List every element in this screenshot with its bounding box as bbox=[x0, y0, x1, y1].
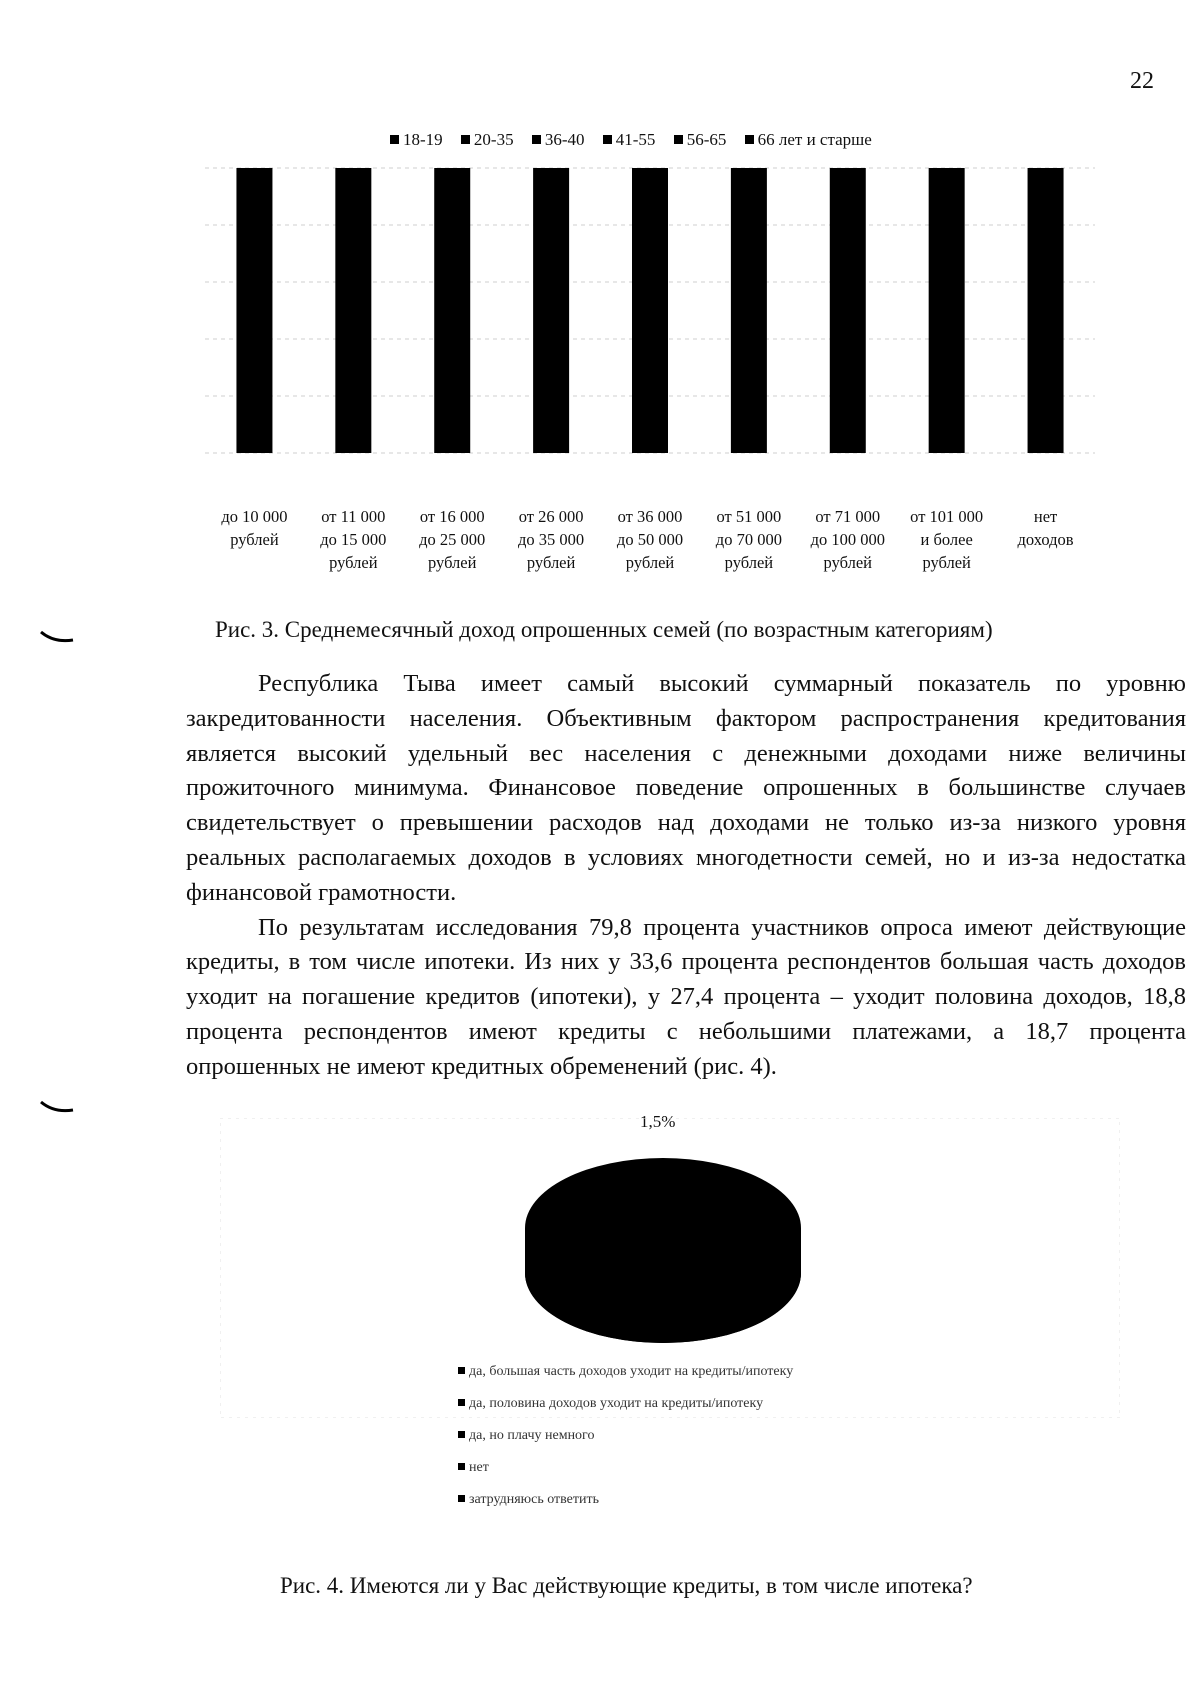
legend-label: да, половина доходов уходит на кредиты/ипотеку bbox=[469, 1396, 764, 1411]
category-label-line: до 100 000 bbox=[810, 530, 885, 549]
category-label-line: и более bbox=[920, 530, 973, 549]
category-label bbox=[600, 505, 700, 574]
category-label-line: от 16 000 bbox=[419, 507, 485, 526]
category-label bbox=[303, 505, 403, 574]
legend-swatch bbox=[458, 1399, 465, 1406]
category-label-line: рублей bbox=[724, 553, 774, 572]
category-label-line: до 70 000 bbox=[715, 530, 782, 549]
bar bbox=[1028, 168, 1064, 453]
paragraph: По результатам исследования 79,8 процента участников опроса имеют действующие кредиты, в том числе ипотеки. Из них у 33,6 процента респондентов большая часть доходов уходит на погашение кредитов (ипотеки), у 27,4 процента – уходит половина доходов, 18,8 процента респондентов имеют кредиты с небольшими платежами, а 18,7 процента опрошенных не имеют кредитных обременений (рис. 4). bbox=[186, 913, 1186, 1080]
category-label-line: рублей bbox=[625, 553, 675, 572]
category-label-line: до 35 000 bbox=[518, 530, 585, 549]
legend-item bbox=[458, 1396, 793, 1428]
body-text bbox=[186, 667, 1186, 1085]
legend-swatch bbox=[458, 1495, 465, 1502]
figure4-caption: Рис. 4. Имеются ли у Вас действующие кредиты, в том числе ипотека? bbox=[280, 1573, 973, 1598]
bar bbox=[929, 168, 965, 453]
bar bbox=[731, 168, 767, 453]
figure4-legend bbox=[458, 1364, 793, 1524]
category-label bbox=[798, 505, 898, 574]
figure3-caption: Рис. 3. Среднемесячный доход опрошенных семей (по возрастным категориям) bbox=[215, 617, 993, 642]
bar bbox=[236, 168, 272, 453]
legend-swatch bbox=[458, 1431, 465, 1438]
bar bbox=[533, 168, 569, 453]
category-label-line: до 25 000 bbox=[419, 530, 486, 549]
category-label-line: от 26 000 bbox=[518, 507, 584, 526]
legend-label: 36-40 bbox=[544, 130, 585, 149]
page-number: 22 bbox=[1130, 68, 1154, 94]
category-label-line: рублей bbox=[526, 553, 576, 572]
paragraph: Республика Тыва имеет самый высокий суммарный показатель по уровню закредитованности населения. Объективным фактором распространения кредитования является высокий удельный вес населения с денежными доходами ниже величины прожиточного минимума. Финансовое поведение опрошенных в большинстве случаев свидетельствует о превышении расходов над доходами не только из-за низкого уровня реальных располагаемых доходов в условиях многодетности семей, но и из-за недостатка финансовой грамотности. bbox=[186, 670, 1186, 906]
category-label-line: доходов bbox=[1017, 530, 1074, 549]
category-label-line: от 11 000 bbox=[321, 507, 386, 526]
legend-item bbox=[458, 1460, 793, 1492]
margin-mark bbox=[40, 630, 74, 644]
legend-label: да, большая часть доходов уходит на кредиты/ипотеку bbox=[469, 1364, 794, 1379]
category-label-line: до 50 000 bbox=[616, 530, 684, 549]
legend-label: да, но плачу немного bbox=[469, 1428, 595, 1443]
category-label-line: от 36 000 bbox=[617, 507, 683, 526]
chart-bars bbox=[236, 168, 1063, 453]
category-label-line: до 10 000 bbox=[221, 507, 288, 526]
legend-label: 66 лет и старше bbox=[757, 130, 872, 149]
category-label-line: рублей bbox=[922, 553, 971, 572]
category-labels bbox=[200, 505, 1100, 575]
category-label bbox=[699, 505, 799, 574]
legend-label: нет bbox=[469, 1460, 489, 1475]
margin-mark bbox=[40, 1100, 74, 1114]
bar bbox=[335, 168, 371, 453]
legend-swatch bbox=[458, 1463, 465, 1470]
legend-item bbox=[458, 1492, 793, 1524]
category-label bbox=[897, 505, 997, 574]
legend-swatch bbox=[458, 1367, 465, 1374]
category-label-line: нет bbox=[1033, 507, 1058, 526]
category-label-line: от 71 000 bbox=[815, 507, 881, 526]
category-label bbox=[204, 505, 304, 551]
legend-label: 18-19 bbox=[403, 130, 443, 149]
category-label-line: рублей bbox=[329, 553, 378, 572]
category-label-line: рублей bbox=[230, 530, 279, 549]
category-label-line: до 15 000 bbox=[320, 530, 387, 549]
category-label bbox=[402, 505, 502, 574]
bar bbox=[434, 168, 470, 453]
legend-item bbox=[458, 1428, 793, 1460]
category-label bbox=[501, 505, 601, 574]
category-label-line: от 51 000 bbox=[716, 507, 782, 526]
category-label-line: от 101 000 bbox=[910, 507, 984, 526]
category-label-line: рублей bbox=[428, 553, 477, 572]
legend-item bbox=[458, 1364, 793, 1396]
bar bbox=[830, 168, 866, 453]
legend-label: 56-65 bbox=[686, 130, 727, 149]
category-label bbox=[996, 505, 1096, 551]
legend-label: 20-35 bbox=[473, 130, 514, 149]
category-label-line: рублей bbox=[823, 553, 872, 572]
legend-label: затрудняюсь ответить bbox=[469, 1492, 600, 1507]
bar bbox=[632, 168, 668, 453]
pie-data-label: 1,5% bbox=[640, 1112, 676, 1131]
legend-label: 41-55 bbox=[615, 130, 656, 149]
pie-bottom bbox=[525, 1203, 801, 1343]
